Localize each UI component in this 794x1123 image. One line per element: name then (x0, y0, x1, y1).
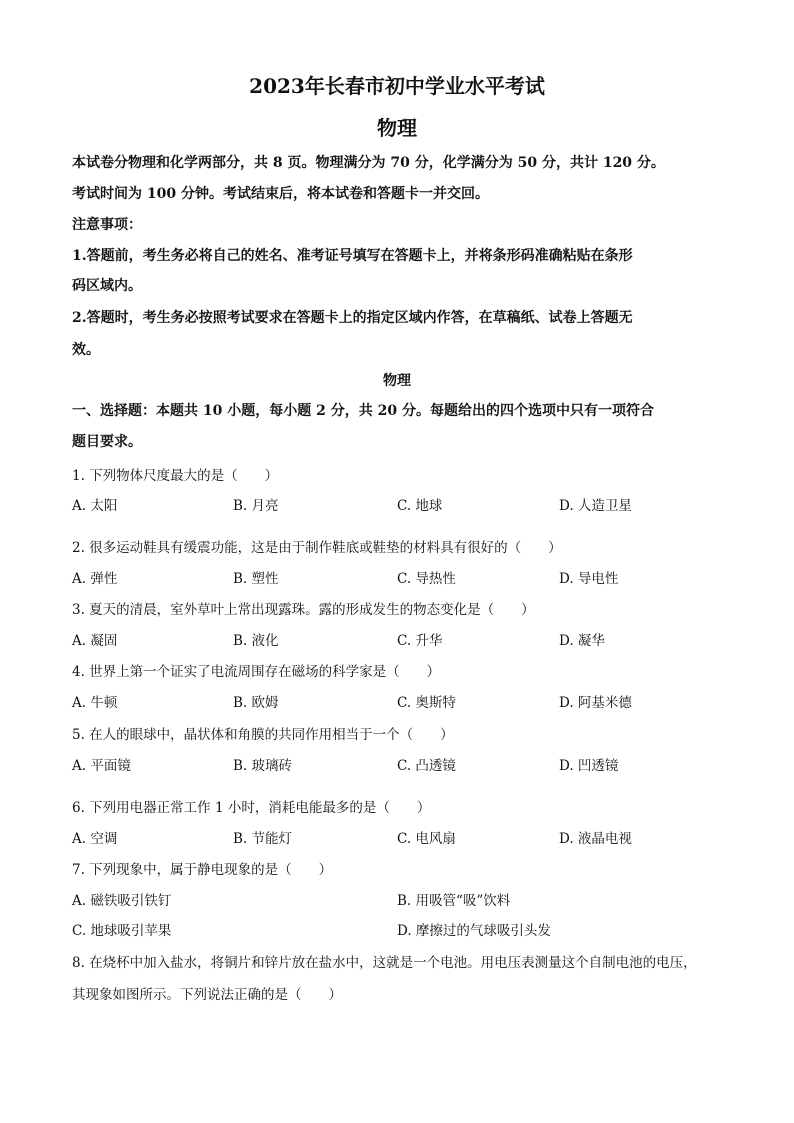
question-3-options (72, 629, 732, 649)
option-a[interactable]: A. 凝固 (72, 633, 118, 649)
question-6-options (72, 827, 732, 847)
option-a[interactable]: A. 牛顿 (72, 695, 118, 711)
exam-subject: 物理 (377, 116, 417, 140)
option-b[interactable]: B. 塑性 (233, 571, 279, 587)
section-subject: 物理 (383, 373, 411, 389)
option-a[interactable]: A. 太阳 (72, 498, 118, 514)
intro-line-1: 本试卷分物理和化学两部分，共 8 页。物理满分为 70 分，化学满分为 50 分，共计 120 分。 (72, 155, 665, 171)
option-a[interactable]: A. 磁铁吸引铁钉 (72, 893, 172, 909)
section-heading-a: 一、选择题：本题共 10 小题，每小题 2 分，共 20 分。每题给出的四个选项中只有一项符合 (72, 403, 654, 419)
question-4-options (72, 691, 732, 711)
question-8-stem-a: 8. 在烧杯中加入盐水，将铜片和锌片放在盐水中，这就是一个电池。用电压表测量这个自制电池的电压， (72, 955, 697, 971)
notice-2b: 效。 (72, 342, 100, 358)
option-c[interactable]: C. 凸透镜 (397, 758, 456, 774)
question-5-options (72, 754, 732, 774)
notice-2a: 2.答题时，考生务必按照考试要求在答题卡上的指定区域内作答，在草稿纸、试卷上答题无 (72, 310, 633, 326)
notice-1a: 1.答题前，考生务必将自己的姓名、准考证号填写在答题卡上，并将条形码准确粘贴在条形 (72, 248, 633, 264)
option-a[interactable]: A. 弹性 (72, 571, 118, 587)
option-b[interactable]: B. 月亮 (233, 498, 279, 514)
option-b[interactable]: B. 液化 (233, 633, 279, 649)
question-1-options (72, 494, 732, 514)
option-d[interactable]: D. 凹透镜 (559, 758, 619, 774)
intro-line-2: 考试时间为 100 分钟。考试结束后，将本试卷和答题卡一并交回。 (72, 186, 489, 202)
option-d[interactable]: D. 液晶电视 (559, 831, 632, 847)
question-4-stem: 4. 世界上第一个证实了电流周围存在磁场的科学家是（ ） (72, 664, 441, 680)
option-c[interactable]: C. 导热性 (397, 571, 456, 587)
option-c[interactable]: C. 地球吸引苹果 (72, 923, 172, 939)
question-7-options-row-2 (72, 919, 732, 939)
question-7-options-row-1 (72, 889, 732, 909)
question-5-stem: 5. 在人的眼球中，晶状体和角膜的共同作用相当于一个（ ） (72, 727, 454, 743)
option-d[interactable]: D. 摩擦过的气球吸引头发 (397, 923, 551, 939)
option-b[interactable]: B. 欧姆 (233, 695, 279, 711)
option-d[interactable]: D. 阿基米德 (559, 695, 632, 711)
option-c[interactable]: C. 地球 (397, 498, 443, 514)
option-d[interactable]: D. 导电性 (559, 571, 619, 587)
option-d[interactable]: D. 凝华 (559, 633, 605, 649)
option-c[interactable]: C. 电风扇 (397, 831, 456, 847)
question-2-stem: 2. 很多运动鞋具有缓震功能，这是由于制作鞋底或鞋垫的材料具有很好的（ ） (72, 540, 562, 556)
option-c[interactable]: C. 奥斯特 (397, 695, 456, 711)
option-d[interactable]: D. 人造卫星 (559, 498, 632, 514)
option-b[interactable]: B. 玻璃砖 (233, 758, 293, 774)
section-heading-b: 题目要求。 (72, 434, 142, 450)
option-b[interactable]: B. 节能灯 (233, 831, 293, 847)
option-b[interactable]: B. 用吸管“吸”饮料 (397, 893, 511, 909)
option-a[interactable]: A. 空调 (72, 831, 118, 847)
question-2-options (72, 567, 732, 587)
question-1-stem: 1. 下列物体尺度最大的是（ ） (72, 468, 279, 484)
question-6-stem: 6. 下列用电器正常工作 1 小时，消耗电能最多的是（ ） (72, 800, 431, 816)
question-3-stem: 3. 夏天的清晨，室外草叶上常出现露珠。露的形成发生的物态变化是（ ） (72, 602, 535, 618)
option-c[interactable]: C. 升华 (397, 633, 443, 649)
question-8-stem-b: 其现象如图所示。下列说法正确的是（ ） (72, 987, 342, 1003)
notice-1b: 码区域内。 (72, 278, 142, 294)
exam-title: 2023年长春市初中学业水平考试 (249, 74, 545, 98)
notice-title: 注意事项： (72, 217, 142, 233)
option-a[interactable]: A. 平面镜 (72, 758, 131, 774)
question-7-stem: 7. 下列现象中，属于静电现象的是（ ） (72, 862, 333, 878)
